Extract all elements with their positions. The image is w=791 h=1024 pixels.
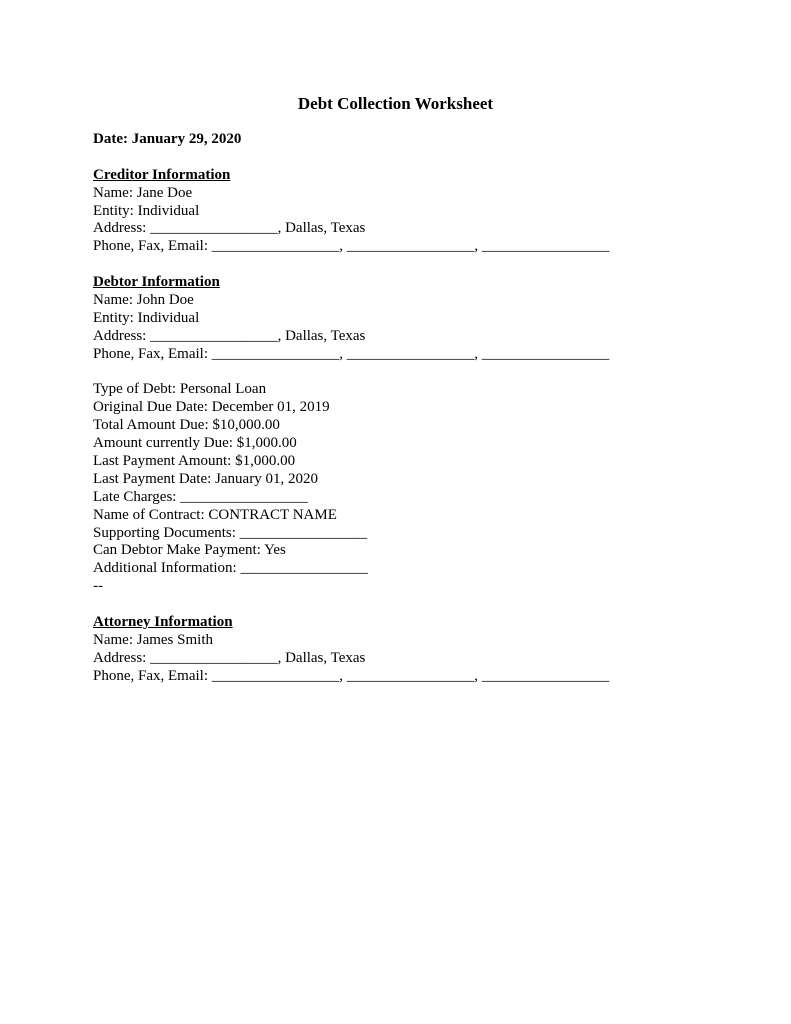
additional-information: Additional Information: _________________ — [93, 560, 368, 577]
attorney-contact: Phone, Fax, Email: _________________, _________________, _________________ — [93, 667, 610, 684]
spacer — [93, 256, 753, 274]
can-debtor-make-payment: Can Debtor Make Payment: Yes — [93, 542, 286, 559]
spacer — [93, 149, 753, 167]
debtor-contact: Phone, Fax, Email: _________________, _________________, _________________ — [93, 345, 610, 362]
debtor-name: Name: John Doe — [93, 292, 194, 309]
contract-name: Name of Contract: CONTRACT NAME — [93, 506, 337, 523]
attorney-address: Address: _________________, Dallas, Texas — [93, 649, 366, 666]
amount-currently-due: Amount currently Due: $1,000.00 — [93, 435, 297, 452]
section-separator: -- — [93, 578, 103, 595]
attorney-heading: Attorney Information — [93, 614, 233, 631]
last-payment-amount: Last Payment Amount: $1,000.00 — [93, 453, 296, 470]
creditor-section — [93, 167, 753, 256]
creditor-name: Name: Jane Doe — [93, 184, 193, 201]
debt-type: Type of Debt: Personal Loan — [93, 381, 267, 398]
supporting-documents: Supporting Documents: _________________ — [93, 524, 368, 541]
debtor-heading: Debtor Information — [93, 274, 220, 291]
debt-details-section — [93, 381, 753, 596]
spacer — [93, 364, 753, 382]
creditor-address: Address: _________________, Dallas, Texas — [93, 220, 366, 237]
late-charges: Late Charges: _________________ — [93, 488, 308, 505]
document-title: Debt Collection Worksheet — [297, 94, 494, 113]
spacer — [93, 596, 753, 614]
date-line: Date: January 29, 2020 — [93, 131, 242, 147]
creditor-heading: Creditor Information — [93, 166, 231, 183]
creditor-entity: Entity: Individual — [93, 202, 200, 219]
attorney-section — [93, 614, 753, 686]
attorney-name: Name: James Smith — [93, 631, 213, 648]
debtor-section — [93, 274, 753, 363]
document-body — [93, 131, 753, 686]
debtor-address: Address: _________________, Dallas, Texas — [93, 327, 366, 344]
debtor-entity: Entity: Individual — [93, 309, 200, 326]
last-payment-date: Last Payment Date: January 01, 2020 — [93, 470, 318, 487]
original-due-date: Original Due Date: December 01, 2019 — [93, 399, 330, 416]
creditor-contact: Phone, Fax, Email: _________________, _________________, _________________ — [93, 238, 610, 255]
total-amount-due: Total Amount Due: $10,000.00 — [93, 417, 280, 434]
